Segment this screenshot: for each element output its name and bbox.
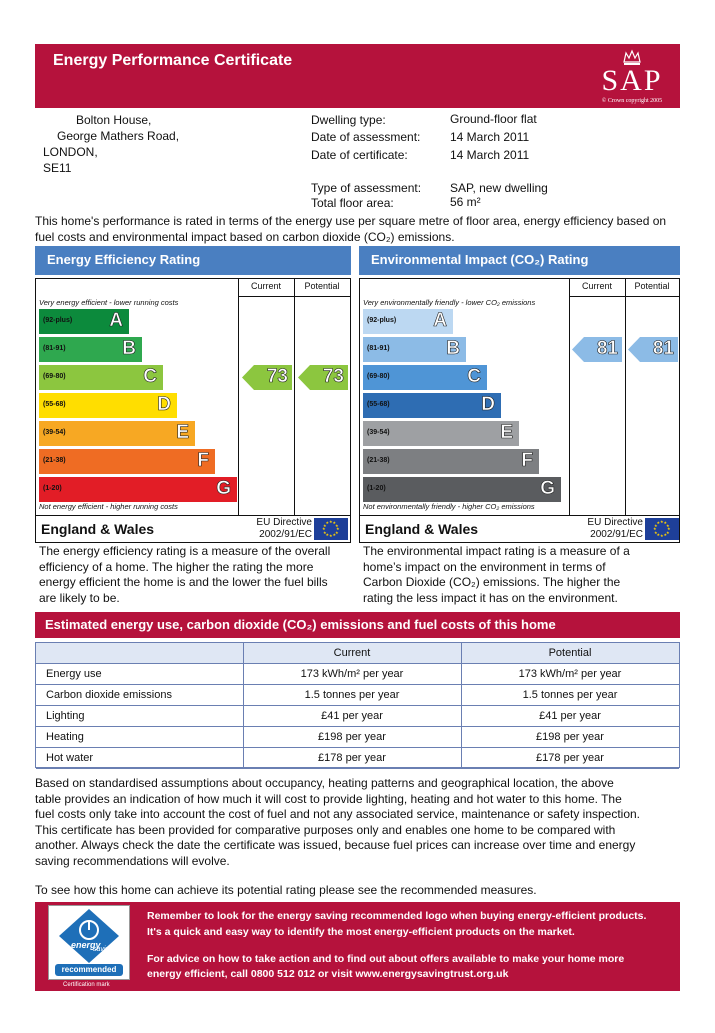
current-value: 173 kWh/m² per year (300, 668, 404, 680)
environmental-bottom-note: Not environmentally friendly - higher CO₂ emissions (363, 502, 535, 511)
eu-flag-icon: ★ ★ ★ ★ ★ ★ ★ ★ ★ ★ ★ ★ (314, 518, 348, 540)
sap-logo-text: SAP (601, 64, 663, 97)
footer-line-3: For advice on how to take action and to find out about offers available to make your home more (147, 953, 625, 965)
dwelling-type-value: Ground-floor flat (450, 112, 537, 126)
potential-value: 173 kWh/m² per year (518, 668, 622, 680)
efficiency-rating-title: Energy Efficiency Rating (35, 246, 351, 275)
efficiency-region: England & Wales (41, 521, 155, 537)
environmental-rating-panel (359, 278, 680, 543)
potential-rating-arrow: 73 (298, 365, 348, 390)
type-assessment-label: Type of assessment: (311, 181, 422, 195)
band-range: (81-91) (367, 345, 390, 352)
current-rating-arrow: 73 (242, 365, 292, 390)
band-letter: D (157, 394, 171, 415)
logo-text-saving: saving (93, 946, 114, 953)
potential-value: £198 per year (536, 731, 604, 743)
current-value: £41 per year (321, 710, 383, 722)
row-label (36, 643, 243, 663)
address-line: LONDON, (43, 145, 98, 159)
efficiency-rating-panel (35, 278, 351, 543)
potential-rating-arrow: 81 (628, 337, 678, 362)
band-letter: C (467, 366, 481, 387)
band-letter: G (216, 478, 231, 499)
band-range: (69-80) (43, 373, 66, 380)
current-value: £178 per year (318, 752, 386, 764)
band-range: (55-68) (43, 401, 66, 408)
rating-band-b (39, 337, 142, 362)
band-letter: F (197, 450, 209, 471)
potential-value: £178 per year (536, 752, 604, 764)
table-row (36, 748, 679, 769)
band-letter: C (143, 366, 157, 387)
band-range: (39-54) (43, 429, 66, 436)
date-certificate-value: 14 March 2011 (450, 148, 530, 162)
band-letter: G (540, 478, 555, 499)
efficiency-col-current: Current (250, 281, 281, 291)
table-row (36, 727, 679, 748)
footer-line-1: Remember to look for the energy saving recommended logo when buying energy-efficient products. (147, 910, 647, 922)
band-range: (1-20) (367, 485, 386, 492)
band-range: (92-plus) (367, 317, 397, 324)
footer-line-4: energy efficient, call 0800 512 012 or visit www.energysavingtrust.org.uk (147, 968, 509, 980)
row-label: Energy use (46, 668, 102, 680)
energy-saving-footer (35, 902, 680, 991)
table-header-row (36, 643, 679, 664)
energy-saving-recommended-logo (48, 905, 130, 980)
efficiency-col-potential: Potential (304, 281, 340, 291)
eu-flag-icon: ★ ★ ★ ★ ★ ★ ★ ★ ★ ★ ★ ★ (645, 518, 679, 540)
current-value: Current (333, 647, 371, 659)
environmental-top-note: Very environmentally friendly - lower CO₂ emissions (363, 298, 536, 307)
rating-band-c (39, 365, 163, 390)
band-letter: A (433, 310, 447, 331)
environmental-col-potential: Potential (634, 281, 670, 291)
band-letter: F (521, 450, 533, 471)
type-assessment-value: SAP, new dwelling (450, 181, 548, 195)
band-letter: E (176, 422, 189, 443)
rating-band-a (39, 309, 129, 334)
address-line: George Mathers Road, (57, 129, 180, 143)
band-range: (69-80) (367, 373, 390, 380)
rating-band-d (39, 393, 177, 418)
rating-band-a (363, 309, 453, 334)
band-letter: A (109, 310, 123, 331)
rating-band-e (363, 421, 519, 446)
certification-mark-label: Certification mark (63, 982, 110, 988)
intro-text: This home's performance is rated in terms of the energy use per square metre of floor area, energy efficiency based on fuel costs and environmental impact based on carbon dioxide (CO₂) emissions. (35, 214, 667, 244)
rating-band-b (363, 337, 466, 362)
certificate-header (35, 44, 680, 108)
table-row (36, 685, 679, 706)
row-label: Carbon dioxide emissions (46, 689, 172, 701)
environmental-explanation: The environmental impact rating is a measure of a home’s impact on the environment in terms of Carbon Dioxide (CO₂) emissions. The higher the rating the less impact it has on the environment. (363, 544, 630, 605)
environmental-eu-directive: EU Directive 2002/91/EC (587, 517, 643, 540)
band-range: (21-38) (43, 457, 66, 464)
current-value: £198 per year (318, 731, 386, 743)
footer-line-2: It's a quick and easy way to identify the most energy-efficient products on the market. (147, 926, 575, 938)
rating-band-g (363, 477, 561, 502)
logo-text-energy: energy (71, 940, 101, 950)
address-line: Bolton House, (76, 113, 152, 127)
row-label: Lighting (46, 710, 85, 722)
row-label: Hot water (46, 752, 94, 764)
band-letter: E (500, 422, 513, 443)
efficiency-bottom-note: Not energy efficient - higher running costs (39, 502, 178, 511)
rating-band-c (363, 365, 487, 390)
band-range: (92-plus) (43, 317, 73, 324)
band-letter: B (446, 338, 460, 359)
band-range: (81-91) (43, 345, 66, 352)
floor-area-value: 56 m² (450, 195, 481, 209)
logo-badge-recommended: recommended (61, 965, 117, 974)
date-assessment-value: 14 March 2011 (450, 130, 530, 144)
environmental-region: England & Wales (365, 521, 479, 537)
row-label: Heating (46, 731, 84, 743)
environmental-col-current: Current (581, 281, 612, 291)
potential-value: £41 per year (539, 710, 601, 722)
date-assessment-label: Date of assessment: (311, 130, 421, 144)
efficiency-explanation: The energy efficiency rating is a measure of the overall efficiency of a home. The higher the rating the more energy efficient the home is and the lower the fuel bills are likely to be. (39, 544, 331, 605)
efficiency-top-note: Very energy efficient - lower running costs (39, 298, 179, 307)
band-range: (39-54) (367, 429, 390, 436)
band-range: (1-20) (43, 485, 62, 492)
rating-band-f (363, 449, 539, 474)
efficiency-eu-directive: EU Directive 2002/91/EC (256, 517, 312, 540)
rating-band-f (39, 449, 215, 474)
floor-area-label: Total floor area: (311, 196, 394, 210)
band-range: (21-38) (367, 457, 390, 464)
costs-title: Estimated energy use, carbon dioxide (CO₂) emissions and fuel costs of this home (35, 612, 680, 638)
rating-band-g (39, 477, 237, 502)
page-title: Energy Performance Certificate (53, 52, 293, 69)
costs-table (35, 642, 680, 768)
band-letter: D (481, 394, 495, 415)
table-row (36, 664, 679, 685)
rating-band-d (363, 393, 501, 418)
potential-value: 1.5 tonnes per year (522, 689, 618, 701)
dwelling-type-label: Dwelling type: (311, 113, 386, 127)
band-letter: B (122, 338, 136, 359)
current-value: 1.5 tonnes per year (304, 689, 400, 701)
band-range: (55-68) (367, 401, 390, 408)
assumptions-paragraph: Based on standardised assumptions about occupancy, heating patterns and geographical location, the above table provides an indication of how much it will cost to provide lighting, heating and hot water to this home. The fuel costs only take into account the cost of fuel and not any associated service, maintenance or safety inspection. This certificate has been provided for comparative purposes only and enables one home to be compared with another. Always check the date the certificate was issued, because fuel prices can increase over time and energy saving recommendations will evolve. (35, 776, 641, 868)
address-line: SE11 (43, 161, 72, 175)
environmental-rating-title: Environmental Impact (CO₂) Rating (359, 246, 680, 275)
sap-logo (592, 48, 672, 104)
rating-band-e (39, 421, 195, 446)
table-row (36, 706, 679, 727)
date-certificate-label: Date of certificate: (311, 148, 408, 162)
current-rating-arrow: 81 (572, 337, 622, 362)
potential-value: Potential (548, 647, 592, 659)
recommendations-note: To see how this home can achieve its potential rating please see the recommended measures. (35, 883, 537, 897)
crown-copyright: © Crown copyright 2005 (601, 98, 663, 104)
